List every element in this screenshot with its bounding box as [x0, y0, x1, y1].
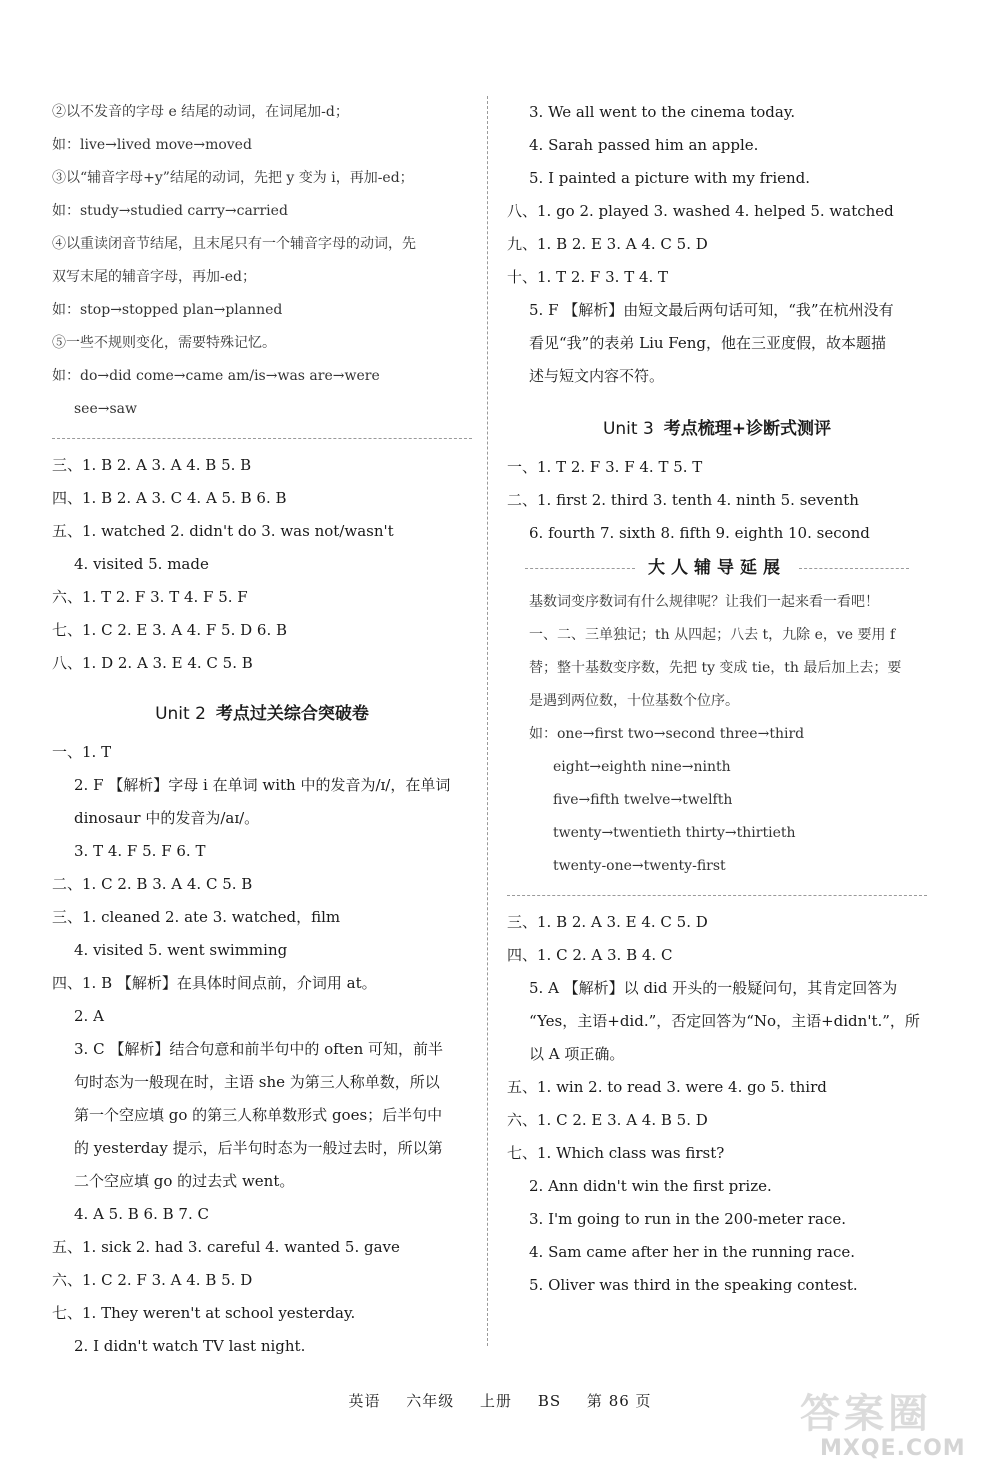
unit3-title: 考点梳理+诊断式测评	[663, 419, 832, 439]
section-separator	[52, 426, 472, 439]
answer-line: 五、1. watched 2. didn't do 3. was not/wasn't	[52, 522, 394, 540]
answer-line: 5. F 【解析】由短文最后两句话可知，“我”在杭州没有	[529, 301, 894, 319]
tip-line: twenty-one→twenty-first	[553, 858, 726, 874]
answer-line: dinosaur 中的发音为/aɪ/。	[74, 809, 260, 827]
answer-line: 五、1. win 2. to read 3. were 4. go 5. third	[507, 1078, 827, 1096]
column-divider	[487, 96, 488, 1346]
grammar-line: 如：stop→stopped plan→planned	[52, 302, 283, 318]
tip-line: eight→eighth nine→ninth	[553, 759, 731, 775]
grammar-line: see→saw	[74, 401, 137, 417]
parent-tips-banner: 大人辅导延展	[507, 550, 927, 586]
answer-line: 七、1. They weren't at school yesterday.	[52, 1304, 356, 1322]
answer-line: 一、1. T 2. F 3. F 4. T 5. T	[507, 458, 703, 476]
answer-line: 3. I'm going to run in the 200-meter race.	[529, 1210, 847, 1228]
grammar-line: 如：do→did come→came am/is→was are→were	[52, 368, 380, 384]
answer-line: 二、1. first 2. third 3. tenth 4. ninth 5. seventh	[507, 491, 859, 509]
footer-volume: 上册	[480, 1392, 513, 1410]
answer-line: 第一个空应填 go 的第三人称单数形式 goes；后半句中	[74, 1106, 443, 1124]
answer-line: 5. I painted a picture with my friend.	[529, 169, 811, 187]
tip-line: 如：one→first two→second three→third	[529, 726, 805, 742]
answer-line: 5. A 【解析】以 did 开头的一般疑问句，其肯定回答为	[529, 979, 898, 997]
answer-line: 九、1. B 2. E 3. A 4. C 5. D	[507, 235, 708, 253]
answer-line: 六、1. C 2. F 3. A 4. B 5. D	[52, 1271, 253, 1289]
answer-line: 3. We all went to the cinema today.	[529, 103, 796, 121]
grammar-line: ⑤一些不规则变化，需要特殊记忆。	[52, 335, 276, 351]
grammar-line: 如：study→studied carry→carried	[52, 203, 288, 219]
unit2-heading	[52, 692, 472, 736]
answer-line: 以 A 项正确。	[529, 1045, 625, 1063]
answer-line: 6. fourth 7. sixth 8. fifth 9. eighth 10. second	[529, 524, 870, 542]
answer-line: 4. Sarah passed him an apple.	[529, 136, 759, 154]
answer-line: 六、1. T 2. F 3. T 4. F 5. F	[52, 588, 248, 606]
footer-page-number: 第 86 页	[586, 1392, 652, 1410]
answer-line: 3. C 【解析】结合句意和前半句中的 often 可知，前半	[74, 1040, 444, 1058]
tip-line: 基数词变序数词有什么规律呢？让我们一起来看一看吧！	[529, 594, 879, 610]
answer-line: 七、1. Which class was first?	[507, 1144, 725, 1162]
answer-line: 四、1. C 2. A 3. B 4. C	[507, 946, 673, 964]
answer-line: 5. Oliver was third in the speaking contest.	[529, 1276, 858, 1294]
tip-line: twenty→twentieth thirty→thirtieth	[553, 825, 796, 841]
answer-line: 十、1. T 2. F 3. T 4. T	[507, 268, 669, 286]
tip-line: 替；整十基数变序数，先把 ty 变成 tie，th 最后加上去；要	[529, 660, 902, 676]
grammar-line: ③以“辅音字母+y”结尾的动词，先把 y 变为 i，再加-ed；	[52, 170, 414, 186]
unit2-title: 考点过关综合突破卷	[215, 704, 369, 724]
answer-line: 2. F 【解析】字母 i 在单词 with 中的发音为/ɪ/，在单词	[74, 776, 451, 794]
answer-line: “Yes，主语+did.”，否定回答为“No，主语+didn't.”，所	[529, 1012, 920, 1030]
watermark-domain: MXQE.COM	[820, 1436, 966, 1461]
answer-line: 六、1. C 2. E 3. A 4. B 5. D	[507, 1111, 708, 1129]
footer-subject: 英语	[348, 1392, 381, 1410]
answer-line: 二、1. C 2. B 3. A 4. C 5. B	[52, 875, 253, 893]
grammar-line: ②以不发音的字母 e 结尾的动词，在词尾加-d；	[52, 104, 349, 120]
answer-line: 4. visited 5. made	[74, 555, 209, 573]
answer-line: 4. Sam came after her in the running race.	[529, 1243, 856, 1261]
answer-line: 七、1. C 2. E 3. A 4. F 5. D 6. B	[52, 621, 288, 639]
answer-line: 4. visited 5. went swimming	[74, 941, 288, 959]
answer-line: 2. Ann didn't win the first prize.	[529, 1177, 772, 1195]
watermark-logo	[780, 1378, 990, 1468]
answer-line: 看见“我”的表弟 Liu Feng，他在三亚度假，故本题描	[529, 334, 887, 352]
grammar-line: 如：live→lived move→moved	[52, 137, 252, 153]
answer-line: 四、1. B 【解析】在具体时间点前，介词用 at。	[52, 974, 377, 992]
answer-line: 四、1. B 2. A 3. C 4. A 5. B 6. B	[52, 489, 287, 507]
unit2-label: Unit 2	[155, 704, 206, 724]
answer-line: 述与短文内容不符。	[529, 367, 665, 385]
tip-line: five→fifth twelve→twelfth	[553, 792, 733, 808]
tip-line: 一、二、三单独记；th 从四起；八去 t，九除 e，ve 要用 f	[529, 627, 896, 643]
grammar-line: 双写末尾的辅音字母，再加-ed；	[52, 269, 256, 285]
answer-line: 2. I didn't watch TV last night.	[74, 1337, 306, 1355]
left-column	[52, 96, 472, 1363]
unit3-heading	[507, 407, 927, 451]
answer-line: 一、1. T	[52, 743, 112, 761]
section-separator	[507, 883, 927, 896]
unit3-label: Unit 3	[602, 419, 654, 439]
answer-line: 三、1. cleaned 2. ate 3. watched，film	[52, 908, 341, 926]
answer-line: 三、1. B 2. A 3. E 4. C 5. D	[507, 913, 708, 931]
answer-line: 2. A	[74, 1007, 104, 1025]
answer-line: 八、1. D 2. A 3. E 4. C 5. B	[52, 654, 253, 672]
watermark-chinese: 答案圈	[800, 1391, 932, 1437]
answer-line: 二个空应填 go 的过去式 went。	[74, 1172, 295, 1190]
grammar-line: ④以重读闭音节结尾，且末尾只有一个辅音字母的动词，先	[52, 236, 416, 252]
right-column	[507, 96, 927, 1302]
footer-grade: 六年级	[406, 1392, 455, 1410]
answer-line: 八、1. go 2. played 3. washed 4. helped 5. watched	[507, 202, 894, 220]
answer-line: 三、1. B 2. A 3. A 4. B 5. B	[52, 456, 252, 474]
footer-edition: BS	[537, 1392, 562, 1410]
answer-line: 的 yesterday 提示，后半句时态为一般过去时，所以第	[74, 1139, 443, 1157]
answer-line: 4. A 5. B 6. B 7. C	[74, 1205, 209, 1223]
answer-line: 3. T 4. F 5. F 6. T	[74, 842, 206, 860]
answer-line: 句时态为一般现在时，主语 she 为第三人称单数，所以	[74, 1073, 440, 1091]
answer-line: 五、1. sick 2. had 3. careful 4. wanted 5. gave	[52, 1238, 400, 1256]
tip-line: 是遇到两位数，十位基数个位序。	[529, 693, 739, 709]
